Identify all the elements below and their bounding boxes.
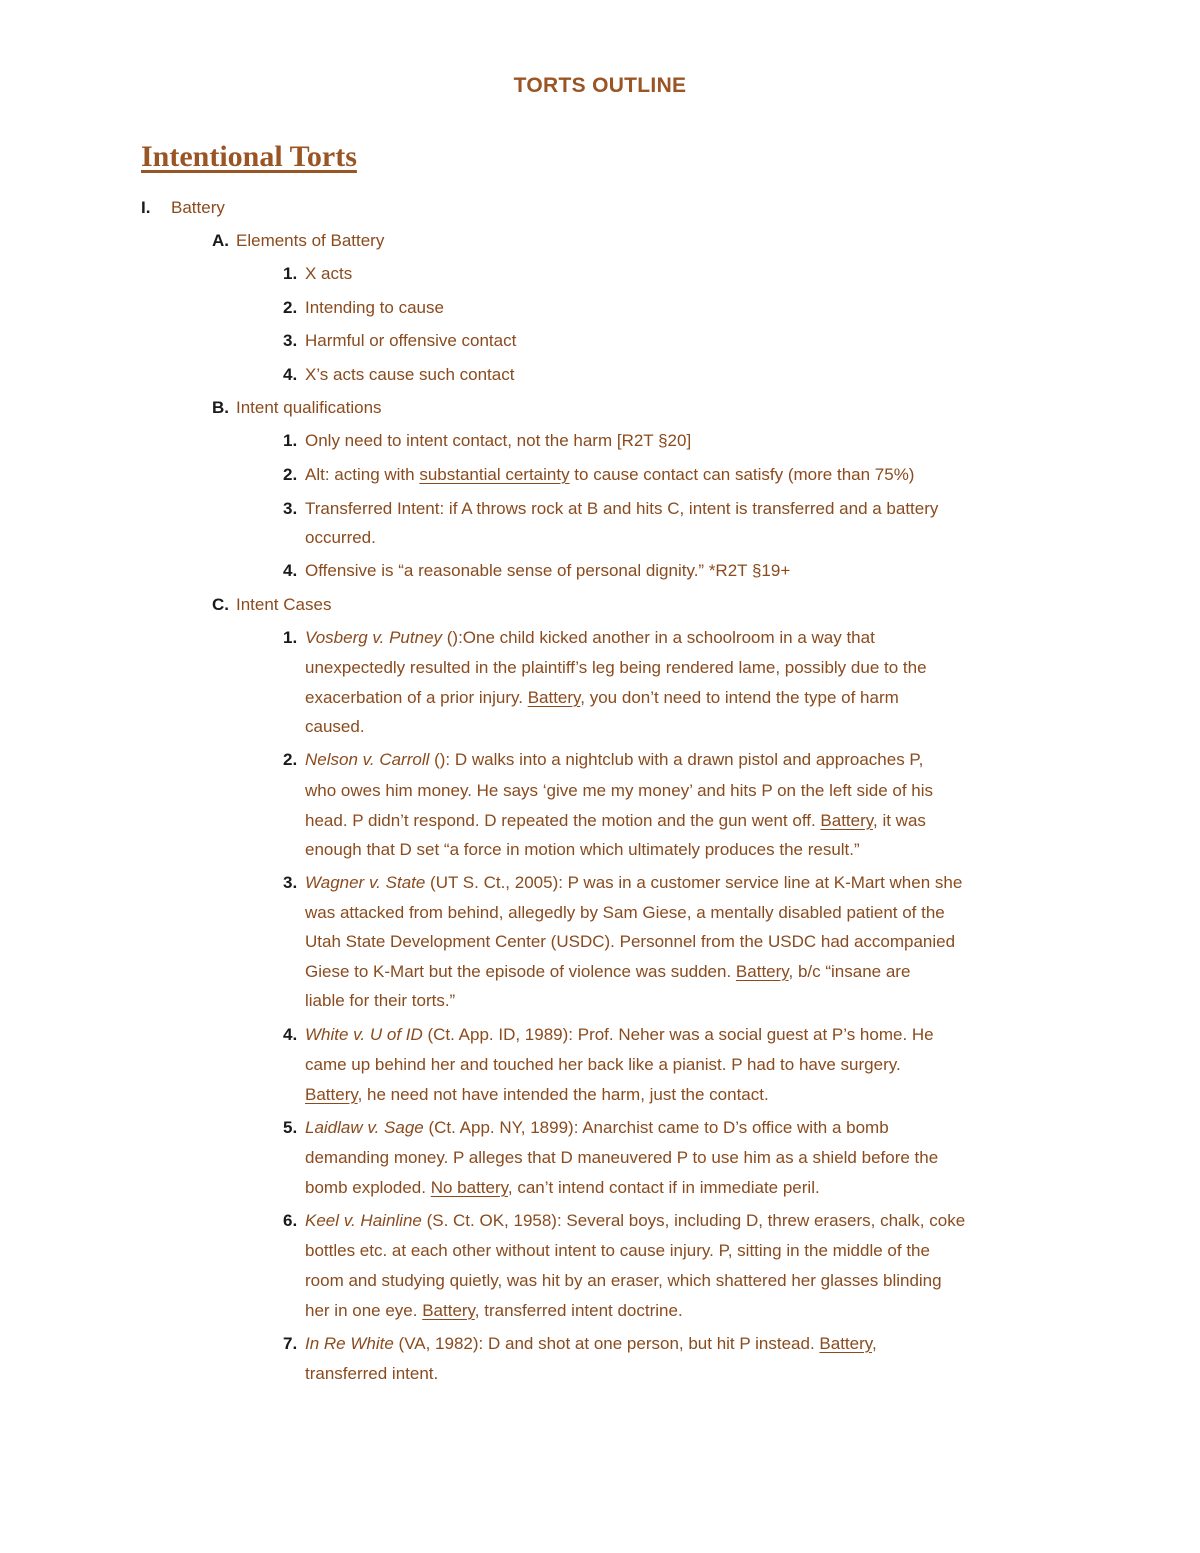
case-name: Laidlaw v. Sage — [305, 1118, 424, 1137]
section-heading: Intentional Torts — [141, 140, 357, 173]
number-marker: 7. — [283, 1334, 298, 1353]
number-marker: 3. — [283, 499, 298, 518]
case-name: Vosberg v. Putney — [305, 628, 443, 647]
number-marker: 1. — [283, 628, 298, 647]
case-text: In Re White (VA, 1982): D and shot at one person, but hit P instead. Battery, — [305, 1334, 877, 1353]
case-name: Keel v. Hainline — [305, 1211, 422, 1230]
holding: No battery — [430, 1178, 508, 1197]
case-text: White v. U of ID (Ct. App. ID, 1989): Prof. Neher was a social guest at P’s home. He — [305, 1025, 934, 1044]
item-text: occurred. — [305, 528, 376, 547]
case-text: who owes him money. He says ‘give me my money’ and hits P on the left side of his — [305, 781, 934, 800]
case-text: Wagner v. State (UT S. Ct., 2005): P was in a customer service line at K-Mart when she — [305, 873, 963, 892]
number-marker: 3. — [283, 873, 298, 892]
item-text: Alt: acting with substantial certainty to cause contact can satisfy (more than 75%) — [305, 465, 915, 484]
item-text: Offensive is “a reasonable sense of personal dignity.” *R2T §19+ — [305, 561, 791, 580]
case-text: Nelson v. Carroll (): D walks into a nightclub with a drawn pistol and approaches P, — [305, 750, 924, 769]
number-marker: 4. — [283, 561, 298, 580]
holding: Battery — [527, 688, 581, 707]
letter-marker: B. — [212, 398, 229, 417]
number-marker: 6. — [283, 1211, 298, 1230]
case-name: Nelson v. Carroll — [305, 750, 430, 769]
case-text: enough that D set “a force in motion which ultimately produces the result.” — [305, 840, 860, 859]
case-text: liable for their torts.” — [305, 991, 456, 1010]
holding: Battery — [305, 1085, 358, 1104]
roman-numeral: I. — [141, 198, 151, 217]
number-marker: 1. — [283, 264, 298, 283]
holding: Battery — [819, 1334, 872, 1353]
number-marker: 2. — [283, 465, 298, 484]
item-label: Elements of Battery — [236, 231, 385, 250]
case-text: exacerbation of a prior injury. Battery, you don’t need to intend the type of harm — [305, 688, 899, 707]
case-text: caused. — [305, 717, 365, 736]
case-text: Utah State Development Center (USDC). Personnel from the USDC had accompanied — [305, 932, 956, 951]
case-name: Wagner v. State — [305, 873, 426, 892]
item-label: Intent Cases — [236, 595, 332, 614]
number-marker: 2. — [283, 750, 298, 769]
letter-marker: C. — [212, 595, 229, 614]
case-text: room and studying quietly, was hit by an eraser, which shattered her glasses blinding — [305, 1271, 942, 1290]
number-marker: 4. — [283, 365, 298, 384]
number-marker: 2. — [283, 298, 298, 317]
case-text: bomb exploded. No battery, can’t intend contact if in immediate peril. — [305, 1178, 820, 1197]
item-text: Only need to intent contact, not the harm [R2T §20] — [305, 431, 692, 450]
case-text: was attacked from behind, allegedly by Sam Giese, a mentally disabled patient of the — [305, 903, 945, 922]
number-marker: 3. — [283, 331, 298, 350]
case-name: In Re White — [305, 1334, 394, 1353]
case-text: transferred intent. — [305, 1364, 439, 1383]
case-text: Keel v. Hainline (S. Ct. OK, 1958): Several boys, including D, threw erasers, chalk, coke — [305, 1211, 966, 1230]
item-text: Intending to cause — [305, 298, 444, 317]
case-text: bottles etc. at each other without intent to cause injury. P, sitting in the middle of the — [305, 1241, 930, 1260]
case-text: Battery, he need not have intended the harm, just the contact. — [305, 1085, 769, 1104]
number-marker: 1. — [283, 431, 298, 450]
letter-marker: A. — [212, 231, 229, 250]
holding: Battery — [820, 811, 873, 830]
case-text: her in one eye. Battery, transferred intent doctrine. — [305, 1301, 683, 1320]
number-marker: 4. — [283, 1025, 298, 1044]
document-title: TORTS OUTLINE — [513, 74, 687, 97]
item-label: Intent qualifications — [236, 398, 382, 417]
item-text: X acts — [305, 264, 353, 283]
number-marker: 5. — [283, 1118, 298, 1137]
holding: Battery — [422, 1301, 475, 1320]
case-text: unexpectedly resulted in the plaintiff’s leg being rendered lame, possibly due to the — [305, 658, 927, 677]
case-text: came up behind her and touched her back like a pianist. P had to have surgery. — [305, 1055, 901, 1074]
case-text: demanding money. P alleges that D maneuvered P to use him as a shield before the — [305, 1148, 939, 1167]
item-text: X’s acts cause such contact — [305, 365, 515, 384]
case-text: head. P didn’t respond. D repeated the motion and the gun went off. Battery, it was — [305, 811, 926, 830]
item-label: Battery — [171, 198, 225, 217]
case-text: Vosberg v. Putney ():One child kicked another in a schoolroom in a way that — [305, 628, 875, 647]
item-text: Harmful or offensive contact — [305, 331, 517, 350]
underlined-term: substantial certainty — [419, 465, 570, 484]
case-text: Giese to K-Mart but the episode of violence was sudden. Battery, b/c “insane are — [305, 962, 911, 981]
holding: Battery — [735, 962, 789, 981]
item-text: Transferred Intent: if A throws rock at B and hits C, intent is transferred and a battery — [305, 499, 939, 518]
case-text: Laidlaw v. Sage (Ct. App. NY, 1899): Anarchist came to D’s office with a bomb — [305, 1118, 889, 1137]
case-name: White v. U of ID — [305, 1025, 423, 1044]
